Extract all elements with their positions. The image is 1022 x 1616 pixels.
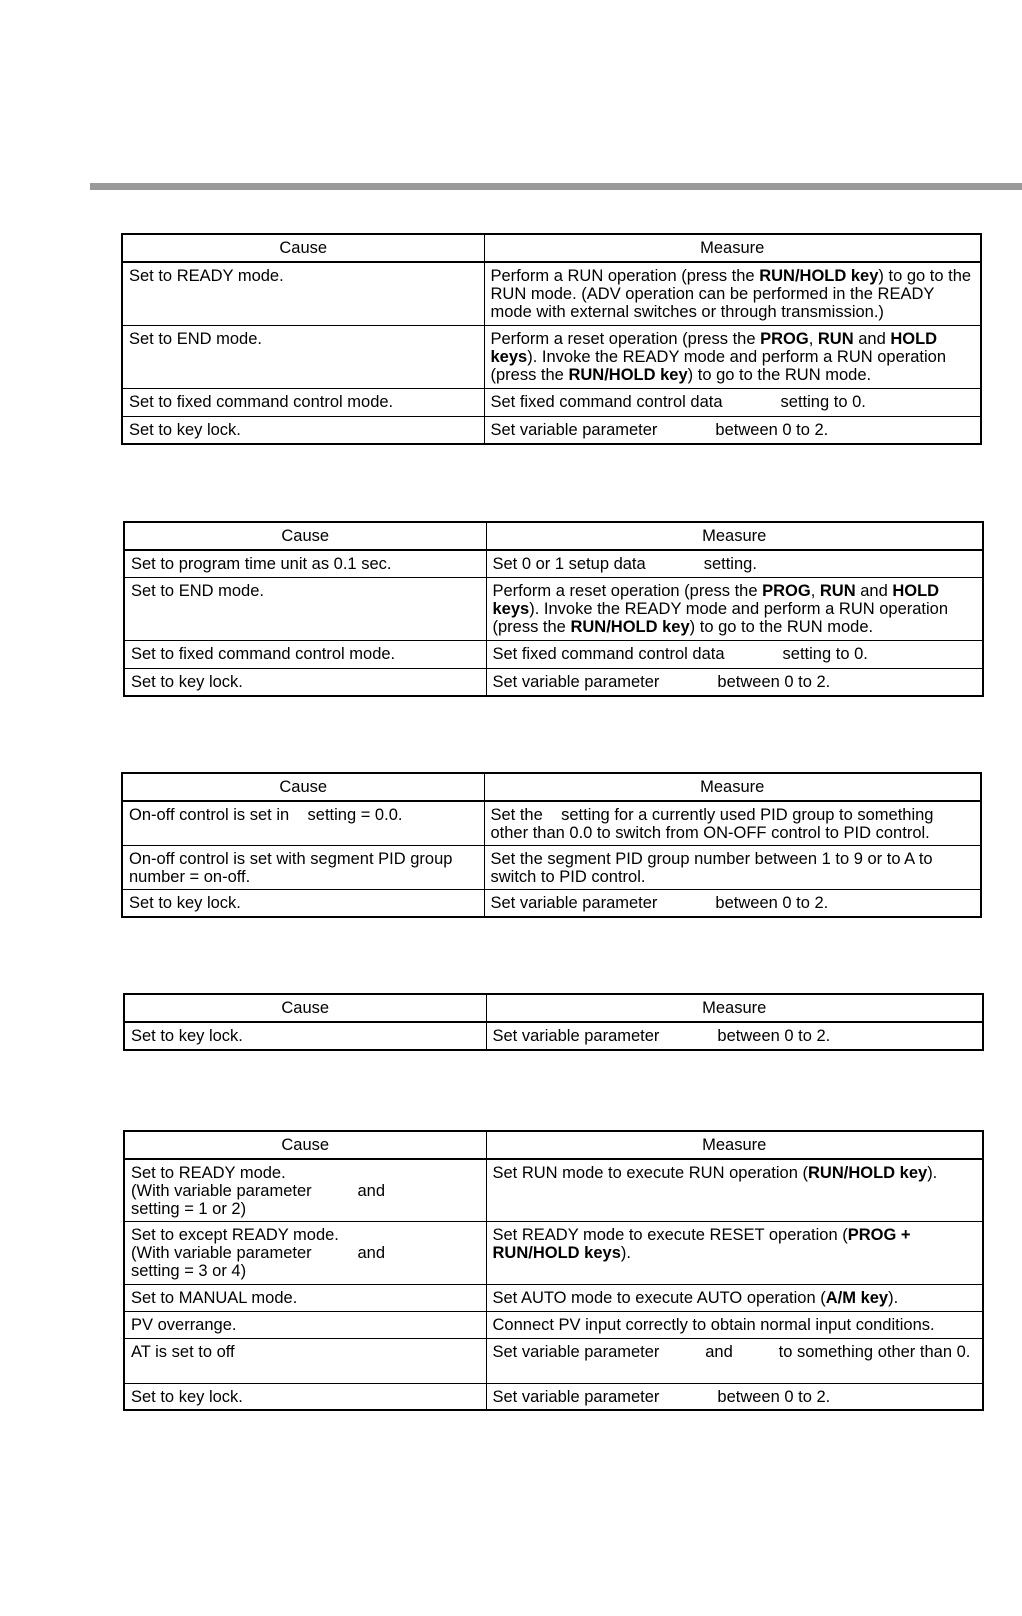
table-row	[124, 577, 983, 640]
table-row	[122, 416, 981, 444]
measure-text: Set AUTO mode to execute AUTO operation (	[492, 1288, 826, 1307]
measure-text: Set variable parameter	[490, 893, 658, 912]
key-name: A/M key	[825, 1288, 889, 1307]
cause-header: Cause	[124, 994, 486, 1022]
key-name: PROG	[760, 329, 809, 348]
cause-cell: Set to END mode.	[124, 577, 486, 640]
measure-text: ,	[808, 329, 818, 348]
measure-text: Set the setting for a currently used PID group to something other than 0.0 to switch from ON-OFF control to PID control.	[490, 806, 939, 842]
cause-cell: Set to fixed command control mode.	[122, 388, 484, 416]
measure-text: Set variable parameter and to something other than 0.	[492, 1342, 971, 1361]
measure-cell	[486, 1284, 983, 1311]
measure-text: Set fixed command control data	[490, 392, 723, 411]
measure-text: between 0 to 2.	[715, 420, 829, 439]
cause-cell: On-off control is set with segment PID group number = on-off.	[122, 845, 484, 889]
measure-text: ) to go to the RUN mode.	[687, 365, 872, 384]
measure-text: Set fixed command control data	[492, 644, 725, 663]
measure-cell	[484, 889, 981, 917]
key-name: RUN/HOLD key	[807, 1164, 928, 1182]
measure-cell	[486, 577, 983, 640]
table-row	[124, 1022, 983, 1050]
table-row	[124, 1311, 983, 1338]
cause-cell: Set to READY mode.	[122, 262, 484, 325]
measure-text: Perform a RUN operation (press the	[490, 267, 760, 285]
measure-text: ).	[888, 1288, 899, 1307]
cause-header: Cause	[124, 1131, 486, 1159]
table-row	[124, 1221, 983, 1284]
measure-text: Set the segment PID group number between 1 to 9 or to A to switch to PID control.	[490, 849, 933, 886]
measure-header: Measure	[484, 773, 981, 801]
table-row	[124, 550, 983, 577]
cause-cell: Set to except READY mode. (With variable parameter and setting = 3 or 4)	[124, 1221, 486, 1284]
cause-cell: Set to key lock.	[124, 1022, 486, 1050]
section-divider	[90, 183, 1022, 190]
measure-text: and	[855, 581, 893, 600]
table-row	[122, 889, 981, 917]
measure-header: Measure	[486, 1131, 983, 1159]
key-name: RUN/HOLD key	[568, 365, 688, 384]
measure-text: ). Invoke the READY mode and perform a RUN operation (press the	[490, 347, 947, 384]
measure-cell	[486, 550, 983, 577]
key-name: PROG	[762, 581, 811, 600]
table-row	[124, 1338, 983, 1383]
measure-text: ).	[620, 1243, 631, 1262]
measure-text: between 0 to 2.	[715, 893, 829, 912]
table-row	[124, 1284, 983, 1311]
table-row	[122, 325, 981, 388]
cause-header: Cause	[124, 522, 486, 550]
measure-cell	[484, 325, 981, 388]
table-row	[124, 668, 983, 696]
measure-cell	[486, 1022, 983, 1050]
cause-cell: AT is set to off	[124, 1338, 486, 1383]
troubleshoot-table-3	[121, 772, 982, 918]
measure-text: Set RUN mode to execute RUN operation (	[492, 1164, 808, 1182]
cause-cell: Set to READY mode. (With variable parameter and setting = 1 or 2)	[124, 1159, 486, 1221]
measure-text: ,	[810, 581, 820, 600]
cause-cell: Set to program time unit as 0.1 sec.	[124, 550, 486, 577]
measure-text: Set variable parameter	[490, 420, 658, 439]
measure-text: Set 0 or 1 setup data	[492, 555, 646, 573]
cause-cell: On-off control is set in setting = 0.0.	[122, 801, 484, 845]
troubleshoot-table-5	[123, 1130, 984, 1411]
cause-header: Cause	[122, 773, 484, 801]
key-name: HOLD keys	[490, 329, 938, 366]
measure-text: between 0 to 2.	[717, 1387, 831, 1406]
cause-cell: Set to key lock.	[122, 416, 484, 444]
measure-header: Measure	[486, 522, 983, 550]
key-name: RUN/HOLD key	[759, 267, 879, 285]
measure-text: between 0 to 2.	[717, 672, 831, 691]
table-row	[124, 640, 983, 668]
measure-text: setting to 0.	[782, 644, 868, 663]
measure-cell	[484, 845, 981, 889]
measure-text: Perform a reset operation (press the	[490, 329, 761, 348]
measure-text: Set READY mode to execute RESET operation (	[492, 1225, 848, 1244]
measure-cell	[486, 1311, 983, 1338]
measure-text: and	[853, 329, 891, 348]
measure-cell	[484, 416, 981, 444]
measure-cell	[486, 1221, 983, 1284]
key-name: PROG + RUN/HOLD keys	[492, 1225, 911, 1262]
measure-text: Set variable parameter	[492, 1027, 660, 1045]
key-name: RUN/HOLD key	[570, 617, 690, 636]
measure-cell	[486, 668, 983, 696]
measure-cell	[484, 388, 981, 416]
cause-cell: Set to END mode.	[122, 325, 484, 388]
measure-text: ) to go to the RUN mode. (ADV operation can be performed in the READY mode with external switches or through transmission.)	[490, 267, 972, 321]
measure-text: ). Invoke the READY mode and perform a RUN operation (press the	[492, 599, 949, 636]
key-name: RUN	[819, 581, 856, 600]
measure-cell	[486, 1338, 983, 1383]
key-name: RUN	[817, 329, 854, 348]
table-row	[122, 388, 981, 416]
measure-text: setting to 0.	[780, 392, 866, 411]
cause-cell: PV overrange.	[124, 1311, 486, 1338]
cause-header: Cause	[122, 234, 484, 262]
measure-text: Connect PV input correctly to obtain normal input conditions.	[492, 1315, 935, 1334]
cause-cell: Set to key lock.	[124, 668, 486, 696]
measure-text: ).	[927, 1164, 938, 1182]
measure-text: Set variable parameter	[492, 1387, 660, 1406]
measure-cell	[486, 1383, 983, 1410]
measure-text: setting.	[703, 555, 757, 573]
table-row	[122, 262, 981, 325]
measure-text: ) to go to the RUN mode.	[689, 617, 874, 636]
measure-text: Set variable parameter	[492, 672, 660, 691]
cause-cell: Set to fixed command control mode.	[124, 640, 486, 668]
table-row	[122, 845, 981, 889]
measure-cell	[484, 262, 981, 325]
measure-header: Measure	[484, 234, 981, 262]
table-row	[124, 1383, 983, 1410]
measure-cell	[484, 801, 981, 845]
cause-cell: Set to key lock.	[124, 1383, 486, 1410]
key-name: HOLD keys	[492, 581, 940, 618]
measure-cell	[486, 1159, 983, 1221]
measure-header: Measure	[486, 994, 983, 1022]
troubleshoot-table-4	[123, 993, 984, 1051]
measure-text: Perform a reset operation (press the	[492, 581, 763, 600]
measure-text: between 0 to 2.	[717, 1027, 831, 1045]
troubleshoot-table-2	[123, 521, 984, 697]
troubleshoot-table-1	[121, 233, 982, 445]
measure-cell	[486, 640, 983, 668]
cause-cell: Set to MANUAL mode.	[124, 1284, 486, 1311]
table-row	[124, 1159, 983, 1221]
cause-cell: Set to key lock.	[122, 889, 484, 917]
table-row	[122, 801, 981, 845]
